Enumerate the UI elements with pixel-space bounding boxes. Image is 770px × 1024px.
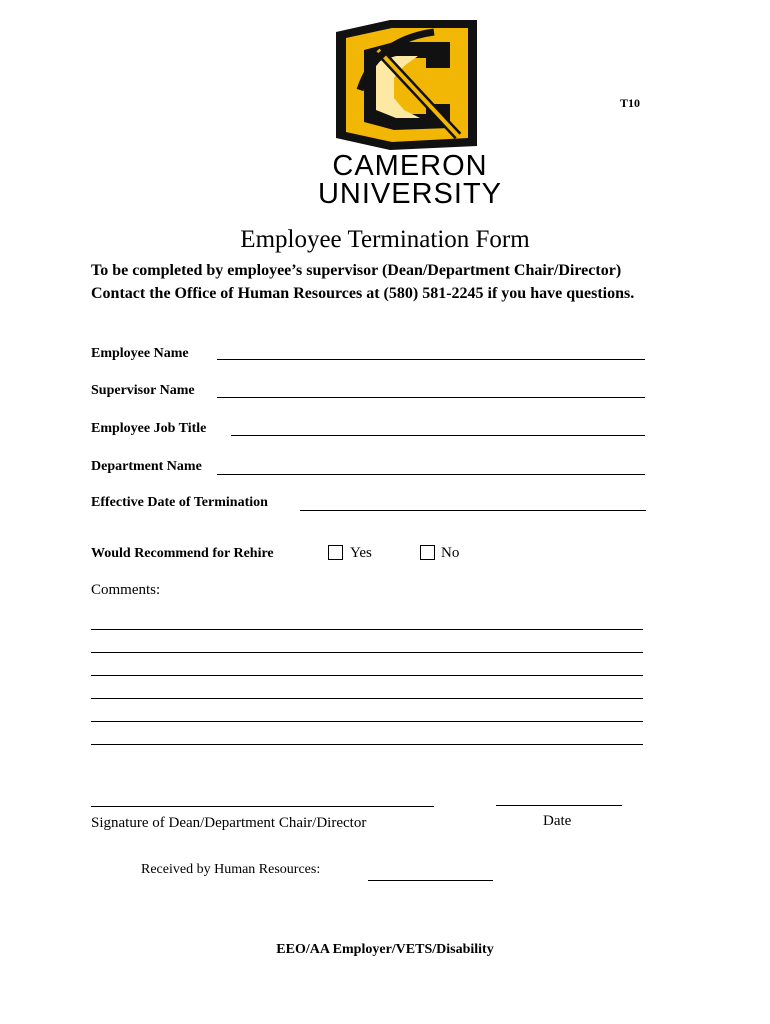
- university-name-line2: UNIVERSITY: [317, 178, 503, 210]
- supervisor-name-field[interactable]: [217, 397, 645, 398]
- comments-line-2[interactable]: [91, 652, 643, 653]
- date-label: Date: [543, 813, 572, 829]
- effective-date-field[interactable]: [300, 510, 646, 511]
- university-name: [310, 152, 510, 208]
- employee-name-field[interactable]: [217, 359, 645, 360]
- form-code: T10: [620, 96, 641, 110]
- comments-label: Comments:: [91, 582, 161, 598]
- received-by-hr-label: Received by Human Resources:: [141, 862, 321, 877]
- comments-line-6[interactable]: [91, 744, 643, 745]
- instruction-line-2: Contact the Office of Human Resources at (580) 581-2245 if you have questions.: [91, 285, 635, 302]
- signature-field[interactable]: [91, 806, 434, 807]
- employee-name-label: Employee Name: [91, 346, 189, 361]
- rehire-no-label: No: [441, 545, 460, 561]
- form-title: Employee Termination Form: [240, 226, 530, 253]
- rehire-no-checkbox[interactable]: [420, 545, 435, 560]
- job-title-label: Employee Job Title: [91, 421, 207, 436]
- comments-line-4[interactable]: [91, 698, 643, 699]
- footer-eeo-statement: EEO/AA Employer/VETS/Disability: [276, 942, 494, 957]
- comments-line-3[interactable]: [91, 675, 643, 676]
- department-name-field[interactable]: [217, 474, 645, 475]
- comments-line-1[interactable]: [91, 629, 643, 630]
- effective-date-label: Effective Date of Termination: [91, 495, 268, 510]
- job-title-field[interactable]: [231, 435, 645, 436]
- supervisor-name-label: Supervisor Name: [91, 383, 195, 398]
- rehire-yes-label: Yes: [350, 545, 372, 561]
- comments-line-5[interactable]: [91, 721, 643, 722]
- university-name-line1: CAMERON: [332, 150, 488, 182]
- received-by-hr-field[interactable]: [368, 880, 493, 881]
- rehire-yes-checkbox[interactable]: [328, 545, 343, 560]
- signature-label: Signature of Dean/Department Chair/Director: [91, 815, 367, 831]
- department-name-label: Department Name: [91, 459, 202, 474]
- date-field[interactable]: [496, 805, 622, 806]
- instruction-line-1: To be completed by employee’s supervisor (Dean/Department Chair/Director): [91, 262, 622, 279]
- rehire-label: Would Recommend for Rehire: [91, 546, 274, 561]
- cameron-c-pickaxe-logo-icon: [330, 18, 480, 153]
